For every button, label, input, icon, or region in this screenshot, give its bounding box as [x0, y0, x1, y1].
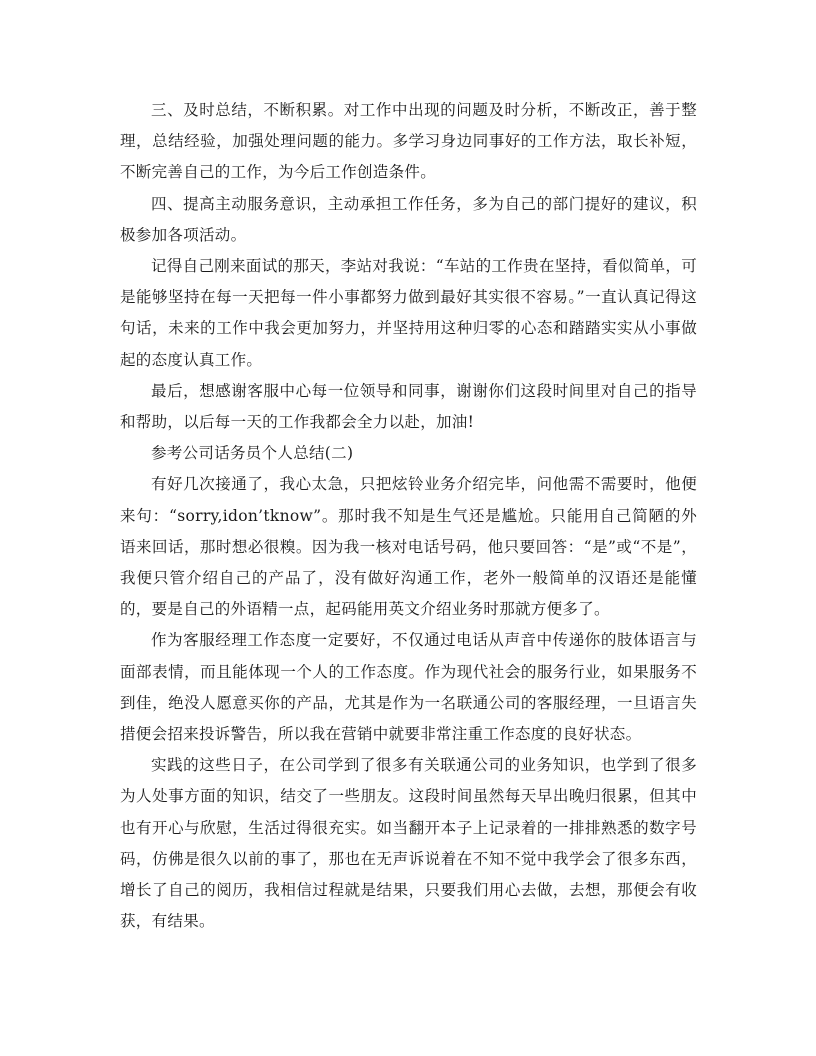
paragraph-service-awareness: 四、提高主动服务意识，主动承担工作任务，多为自己的部门提好的建议，积极参加各项活动。	[120, 194, 697, 244]
paragraph-thanks: 最后，想感谢客服中心每一位领导和同事，谢谢你们这段时间里对自己的指导和帮助，以后每一天的工作我都会全力以赴，加油!	[120, 381, 697, 432]
paragraph-interview-memory: 记得自己刚来面试的那天，李站对我说：“车站的工作贵在坚持，看似简单，可是能够坚持在每一天把每一件小事都努力做到最好其实很不容易。”一直认真记得这句话，未来的工作中我会更加努力，并坚持用这种归零的心态和踏踏实实从小事做起的态度认真工作。	[120, 257, 697, 369]
document-body	[120, 95, 697, 937]
paragraph-foreign-caller: 有好几次接通了，我心太急，只把炫铃业务介绍完毕，问他需不需要时，他便来句：“sorry,idon’tknow”。那时我不知是生气还是尴尬。只能用自己简陋的外语来回话，那时想必很糗。因为我一核对电话号码，他只要回答：“是”或“不是”，我便只管介绍自己的产品了，没有做好沟通工作，老外一般简单的汉语还是能懂的，要是自己的外语精一点，起码能用英文介绍业务时那就方便多了。	[120, 475, 697, 619]
paragraph-summary-accumulate: 三、及时总结，不断积累。对工作中出现的问题及时分析，不断改正，善于整理，总结经验，加强处理问题的能力。多学习身边同事好的工作方法，取长补短，不断完善自己的工作，为今后工作创造条件。	[120, 101, 697, 182]
section-heading: 参考公司话务员个人总结(二)	[151, 444, 354, 463]
paragraph-practice-reflection: 实践的这些日子，在公司学到了很多有关联通公司的业务知识，也学到了很多为人处事方面的知识，结交了一些朋友。这段时间虽然每天早出晚归很累，但其中也有开心与欣慰，生活过得很充实。如当翻开本子上记录着的一排排熟悉的数字号码，仿佛是很久以前的事了，那也在无声诉说着在不知不觉中我学会了很多东西，增长了自己的阅历，我相信过程就是结果，只要我们用心去做，去想，那便会有收获，有结果。	[120, 756, 697, 931]
paragraph-work-attitude: 作为客服经理工作态度一定要好，不仅通过电话从声音中传递你的肢体语言与面部表情，而且能体现一个人的工作态度。作为现代社会的服务行业，如果服务不到佳，绝没人愿意买你的产品，尤其是作为一名联通公司的客服经理，一旦语言失措便会招来投诉警告，所以我在营销中就要非常注重工作态度的良好状态。	[120, 631, 697, 744]
